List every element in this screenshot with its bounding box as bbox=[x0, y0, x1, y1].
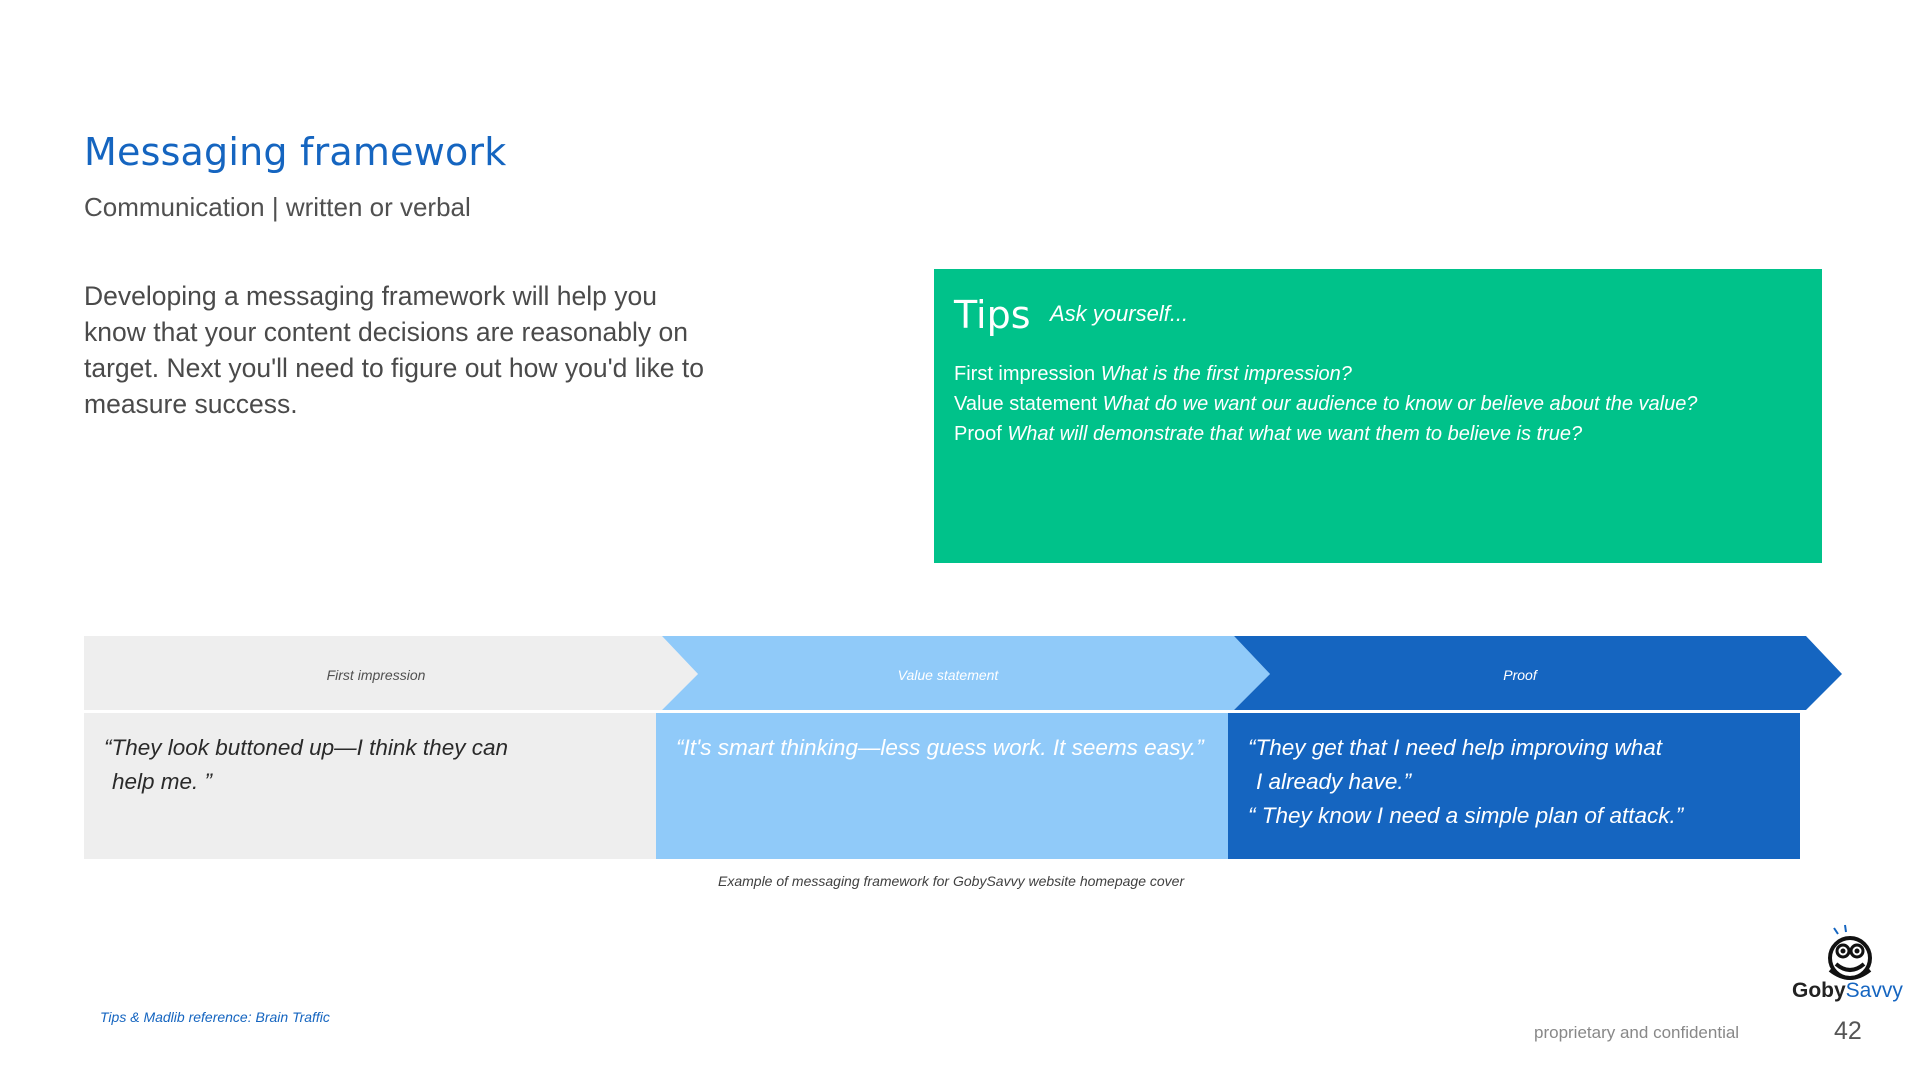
reference-note: Tips & Madlib reference: Brain Traffic bbox=[100, 1009, 330, 1025]
quote-line: I already have.” bbox=[1256, 769, 1412, 794]
quote-line: “They get that I need help improving what bbox=[1248, 735, 1662, 760]
tip-row-proof bbox=[954, 423, 1582, 446]
chevron-proof bbox=[1234, 636, 1842, 710]
quote-line: “It's smart thinking—less guess work. It seems easy.” bbox=[676, 735, 1204, 760]
brand-logo-text bbox=[1792, 979, 1903, 1003]
tip-row-first-impression bbox=[954, 363, 1352, 386]
page-number: 42 bbox=[1834, 1017, 1862, 1045]
tips-title: Tips bbox=[954, 293, 1031, 337]
stage-label-value-statement: Value statement bbox=[897, 667, 999, 683]
framework-caption: Example of messaging framework for GobySavvy website homepage cover bbox=[718, 873, 1185, 889]
quote-line: “ They know I need a simple plan of attack.” bbox=[1248, 803, 1684, 828]
stage-label-proof: Proof bbox=[1503, 667, 1537, 683]
quote-line: help me. ” bbox=[112, 769, 213, 794]
tip-row-value-statement bbox=[954, 393, 1697, 416]
stage-label-first-impression: First impression bbox=[326, 667, 426, 683]
page-subtitle: Communication | written or verbal bbox=[84, 192, 471, 222]
tip-label: First impression bbox=[954, 363, 1096, 385]
tip-label: Value statement bbox=[954, 393, 1098, 415]
tip-question: What will demonstrate that what we want them to believe is true? bbox=[1007, 423, 1583, 445]
tip-label: Proof bbox=[954, 423, 1002, 445]
tips-subtitle: Ask yourself... bbox=[1050, 301, 1189, 326]
confidential-notice: proprietary and confidential bbox=[1534, 1023, 1740, 1042]
page-title: Messaging framework bbox=[84, 130, 507, 174]
brand-part-2: Savvy bbox=[1845, 979, 1903, 1002]
tip-question: What is the first impression? bbox=[1100, 363, 1352, 385]
brand-part-1: Goby bbox=[1792, 979, 1846, 1002]
quote-box-value-statement bbox=[656, 713, 1228, 859]
quote-line: “They look buttoned up—I think they can bbox=[104, 735, 508, 760]
quote-box-proof bbox=[1228, 713, 1800, 859]
tips-panel bbox=[934, 269, 1822, 563]
quote-box-first-impression bbox=[84, 713, 656, 859]
intro-paragraph: Developing a messaging framework will help you know that your content decisions are reasonably on target. Next you'll need to figure out how you'd like to measure success. bbox=[84, 281, 704, 419]
tip-question: What do we want our audience to know or believe about the value? bbox=[1102, 393, 1698, 415]
